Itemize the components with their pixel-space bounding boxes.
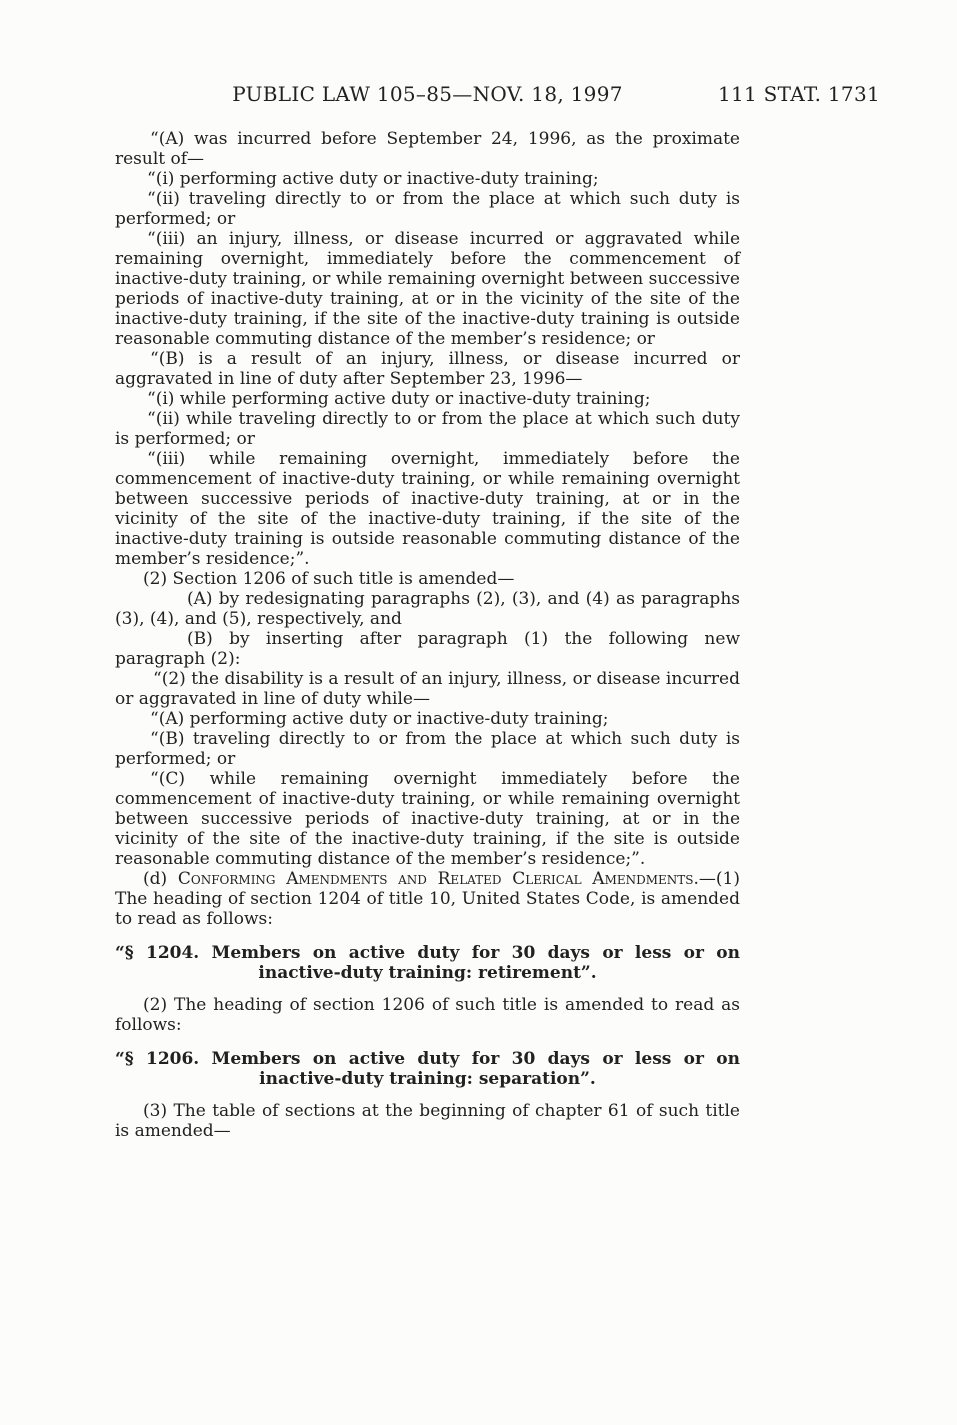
para-d-3-table-of-sections: (3) The table of sections at the beginning of chapter 61 of such title is amended— [115, 1101, 740, 1141]
para-2-B-inserting: (B) by inserting after paragraph (1) the following new paragraph (2): [115, 629, 740, 669]
statute-text-column [115, 129, 740, 1141]
quoted-2-B-traveling: “(B) traveling directly to or from the place at which such duty is performed; or [115, 729, 740, 769]
clause-B-ii: “(ii) while traveling directly to or from the place at which such duty is performed; or [115, 409, 740, 449]
text-run: (d) [143, 869, 178, 889]
para-d-2-heading-1206: (2) The heading of section 1206 of such title is amended to read as follows: [115, 995, 740, 1035]
law-title: PUBLIC LAW 105–85—NOV. 18, 1997 [232, 82, 623, 106]
clause-A-i: “(i) performing active duty or inactive-duty training; [147, 169, 599, 189]
text-run: .—(1) The heading of section 1204 of title 10, United States Code, is amended to read as follows: [115, 869, 740, 929]
section-heading-1204-line2: inactive-duty training: retirement”. [258, 963, 597, 983]
para-d-conforming-amendments [115, 869, 740, 929]
section-heading-1204 [115, 943, 740, 983]
clause-B-i: “(i) while performing active duty or inactive-duty training; [147, 389, 651, 409]
section-heading-1206-line1: “§ 1206. Members on active duty for 30 days or less or on [115, 1049, 740, 1069]
quoted-2-C-overnight: “(C) while remaining overnight immediately before the commencement of inactive-duty training, or while remaining overnight between successive periods of inactive-duty training, at or in the vicinity of the site of the inactive-duty training, if the site is outside reasonable commuting distance of the member’s residence;”. [115, 769, 740, 869]
clause-A-ii: “(ii) traveling directly to or from the place at which such duty is performed; or [115, 189, 740, 229]
clause-A-iii: “(iii) an injury, illness, or disease incurred or aggravated while remaining overnight, immediately before the commencement of inactive-duty training, or while remaining overnight between successive periods of inactive-duty training, at or in the vicinity of the site of the inactive-duty training, if the site of the inactive-duty training is outside reasonable commuting distance of the member’s residence; or [115, 229, 740, 349]
clause-B-result-of-injury: “(B) is a result of an injury, illness, or disease incurred or aggravated in line of duty after September 23, 1996— [115, 349, 740, 389]
stat-page-number: 111 STAT. 1731 [717, 82, 880, 106]
section-heading-1204-line1: “§ 1204. Members on active duty for 30 days or less or on [115, 943, 740, 963]
quoted-para-2-disability: “(2) the disability is a result of an injury, illness, or disease incurred or aggravated in line of duty while— [115, 669, 740, 709]
para-2-section-1206: (2) Section 1206 of such title is amended— [143, 569, 515, 589]
quoted-2-A-performing: “(A) performing active duty or inactive-duty training; [150, 709, 609, 729]
clause-B-iii: “(iii) while remaining overnight, immediately before the commencement of inactive-duty training, or while remaining overnight between successive periods of inactive-duty training, at or in the vicinity of the site of the inactive-duty training, if the site of the inactive-duty training is outside reasonable commuting distance of the member’s residence;”. [115, 449, 740, 569]
small-caps-run: Conforming Amendments and Related Clerical Amendments [177, 869, 694, 889]
clause-A-incurred-before: “(A) was incurred before September 24, 1996, as the proximate result of— [115, 129, 740, 169]
section-heading-1206-line2: inactive-duty training: separation”. [259, 1069, 596, 1089]
section-heading-1206 [115, 1049, 740, 1089]
para-2-A-redesignating: (A) by redesignating paragraphs (2), (3), and (4) as paragraphs (3), (4), and (5), respectively, and [115, 589, 740, 629]
page-header [115, 82, 880, 110]
